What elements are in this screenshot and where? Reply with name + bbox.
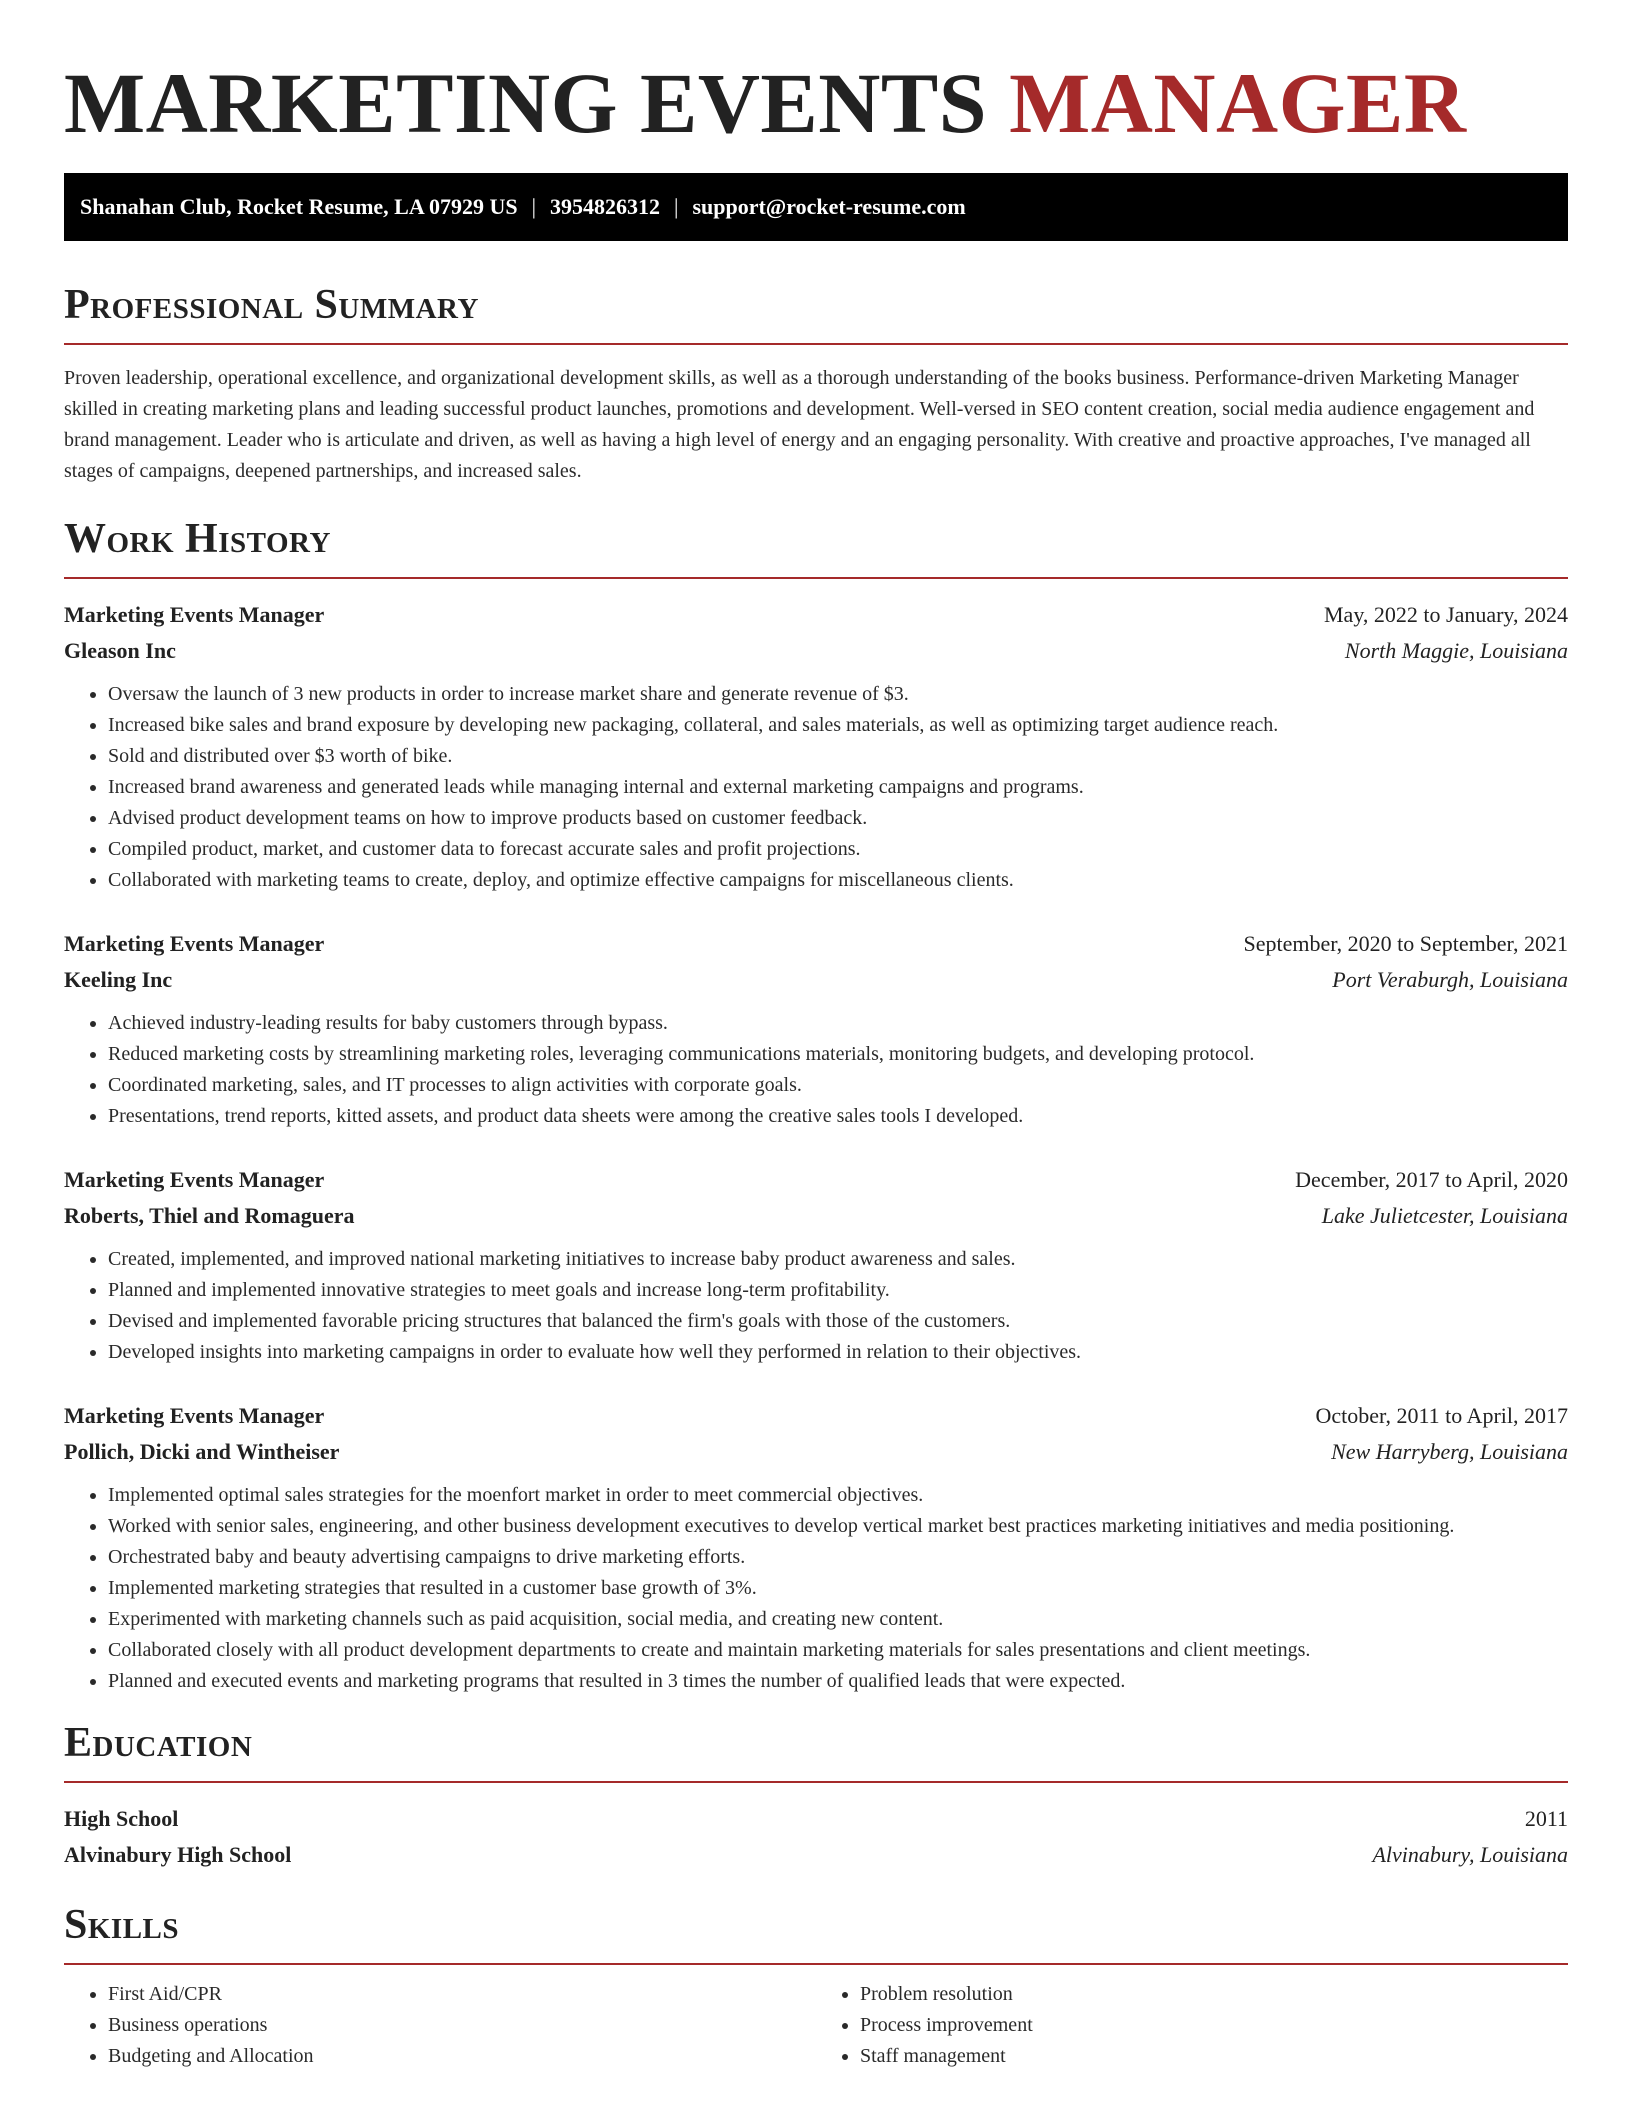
job-bullets	[64, 1480, 1568, 1697]
job-company-row	[64, 633, 1568, 669]
job-location: Lake Julietcester, Louisiana	[1321, 1203, 1568, 1228]
list-item: • Developed insights into marketing campaigns in order to evaluate how well they performed in relation to their objectives.	[108, 1337, 1568, 1368]
contact-bar	[64, 173, 1568, 241]
list-item: • Sold and distributed over $3 worth of bike.	[108, 741, 1568, 772]
resume-name-heading	[64, 0, 1568, 149]
job-location: North Maggie, Louisiana	[1344, 638, 1568, 663]
skill-item: • First Aid/CPR	[108, 1979, 816, 2010]
list-item: • Collaborated with marketing teams to create, deploy, and optimize effective campaigns for miscellaneous clients.	[108, 865, 1568, 896]
section-divider	[64, 1963, 1568, 1965]
education-year: 2011	[1524, 1806, 1568, 1831]
skills-section	[64, 1901, 1568, 2072]
skill-item: • Budgeting and Allocation	[108, 2041, 816, 2072]
contact-phone: 3954826312	[550, 194, 661, 219]
job-bullets	[64, 1244, 1568, 1368]
list-item: • Implemented optimal sales strategies for the moenfort market in order to meet commercial objectives.	[108, 1480, 1568, 1511]
education-section	[64, 1719, 1568, 1873]
section-title-work-history: Work History	[64, 516, 331, 562]
job-entry	[64, 597, 1568, 896]
education-school-row	[64, 1837, 1568, 1873]
list-item: • Worked with senior sales, engineering, and other business development executives to develop vertical market best practices marketing initiatives and media positioning.	[108, 1511, 1568, 1542]
list-item: • Increased brand awareness and generated leads while managing internal and external marketing campaigns and programs.	[108, 772, 1568, 803]
contact-address: Shanahan Club, Rocket Resume, LA 07929 US	[80, 194, 518, 219]
skill-item: • Staff management	[860, 2041, 1568, 2072]
list-item: • Reduced marketing costs by streamlining marketing roles, leveraging communications materials, monitoring budgets, and developing protocol.	[108, 1039, 1568, 1070]
job-dates: December, 2017 to April, 2020	[1295, 1167, 1568, 1192]
job-bullets	[64, 679, 1568, 896]
list-item: • Implemented marketing strategies that resulted in a customer base growth of 3%.	[108, 1573, 1568, 1604]
job-entry	[64, 1162, 1568, 1368]
job-location: Port Veraburgh, Louisiana	[1332, 967, 1568, 992]
job-header-row	[64, 926, 1568, 962]
job-title: Marketing Events Manager	[64, 1403, 325, 1428]
job-dates: October, 2011 to April, 2017	[1315, 1403, 1568, 1428]
job-company: Keeling Inc	[64, 967, 173, 992]
list-item: • Coordinated marketing, sales, and IT processes to align activities with corporate goals.	[108, 1070, 1568, 1101]
skill-item: • Problem resolution	[860, 1979, 1568, 2010]
summary-section	[64, 281, 1568, 487]
section-divider	[64, 577, 1568, 579]
section-divider	[64, 343, 1568, 345]
job-title: Marketing Events Manager	[64, 931, 325, 956]
section-title-skills: Skills	[64, 1902, 180, 1948]
job-header-row	[64, 597, 1568, 633]
contact-separator: |	[674, 194, 679, 219]
job-title: Marketing Events Manager	[64, 602, 325, 627]
education-location: Alvinabury, Louisiana	[1372, 1842, 1568, 1867]
list-item: • Presentations, trend reports, kitted assets, and product data sheets were among the creative sales tools I developed.	[108, 1101, 1568, 1132]
skill-item: • Business operations	[108, 2010, 816, 2041]
job-company: Gleason Inc	[64, 638, 176, 663]
education-school: Alvinabury High School	[64, 1842, 292, 1867]
education-entry	[64, 1801, 1568, 1873]
section-title-summary: Professional Summary	[64, 282, 479, 328]
job-company-row	[64, 1434, 1568, 1470]
job-title: Marketing Events Manager	[64, 1167, 325, 1192]
job-header-row	[64, 1162, 1568, 1198]
skills-column-right	[816, 1979, 1568, 2072]
job-company-row	[64, 962, 1568, 998]
list-item: • Planned and executed events and marketing programs that resulted in 3 times the number of qualified leads that were expected.	[108, 1666, 1568, 1697]
list-item: • Created, implemented, and improved national marketing initiatives to increase baby product awareness and sales.	[108, 1244, 1568, 1275]
skills-grid	[64, 1979, 1568, 2072]
name-main: MARKETING EVENTS	[64, 55, 1010, 151]
contact-email: support@rocket-resume.com	[692, 194, 966, 219]
education-degree: High School	[64, 1806, 179, 1831]
section-divider	[64, 1781, 1568, 1783]
education-header-row	[64, 1801, 1568, 1837]
job-company: Roberts, Thiel and Romaguera	[64, 1203, 355, 1228]
list-item: • Orchestrated baby and beauty advertising campaigns to drive marketing efforts.	[108, 1542, 1568, 1573]
list-item: • Increased bike sales and brand exposure by developing new packaging, collateral, and sales materials, as well as optimizing target audience reach.	[108, 710, 1568, 741]
job-company-row	[64, 1198, 1568, 1234]
list-item: • Experimented with marketing channels such as paid acquisition, social media, and creating new content.	[108, 1604, 1568, 1635]
summary-text: Proven leadership, operational excellence, and organizational development skills, as well as a thorough understanding of the books business. Performance-driven Marketing Manager skilled in creating marketing plans and leading successful product launches, promotions and development. Well-versed in SEO content creation, social media audience engagement and brand management. Leader who is articulate and driven, as well as having a high level of energy and an engaging personality. With creative and proactive approaches, I've managed all stages of campaigns, deepened partnerships, and increased sales.	[64, 367, 1535, 482]
list-item: • Oversaw the launch of 3 new products in order to increase market share and generate revenue of $3.	[108, 679, 1568, 710]
job-entry	[64, 926, 1568, 1132]
list-item: • Devised and implemented favorable pricing structures that balanced the firm's goals with those of the customers.	[108, 1306, 1568, 1337]
skills-column-left	[64, 1979, 816, 2072]
job-bullets	[64, 1008, 1568, 1132]
job-header-row	[64, 1398, 1568, 1434]
job-company: Pollich, Dicki and Wintheiser	[64, 1439, 340, 1464]
list-item: • Advised product development teams on how to improve products based on customer feedback.	[108, 803, 1568, 834]
list-item: • Planned and implemented innovative strategies to meet goals and increase long-term profitability.	[108, 1275, 1568, 1306]
name-accent: MANAGER	[1009, 55, 1467, 151]
job-dates: September, 2020 to September, 2021	[1243, 931, 1568, 956]
job-entry	[64, 1398, 1568, 1697]
list-item: • Compiled product, market, and customer data to forecast accurate sales and profit projections.	[108, 834, 1568, 865]
work-history-section	[64, 515, 1568, 1697]
list-item: • Collaborated closely with all product development departments to create and maintain marketing materials for sales presentations and client meetings.	[108, 1635, 1568, 1666]
section-title-education: Education	[64, 1720, 253, 1766]
list-item: • Achieved industry-leading results for baby customers through bypass.	[108, 1008, 1568, 1039]
job-dates: May, 2022 to January, 2024	[1324, 602, 1568, 627]
contact-separator: |	[531, 194, 537, 219]
skill-item: • Process improvement	[860, 2010, 1568, 2041]
job-location: New Harryberg, Louisiana	[1331, 1439, 1568, 1464]
